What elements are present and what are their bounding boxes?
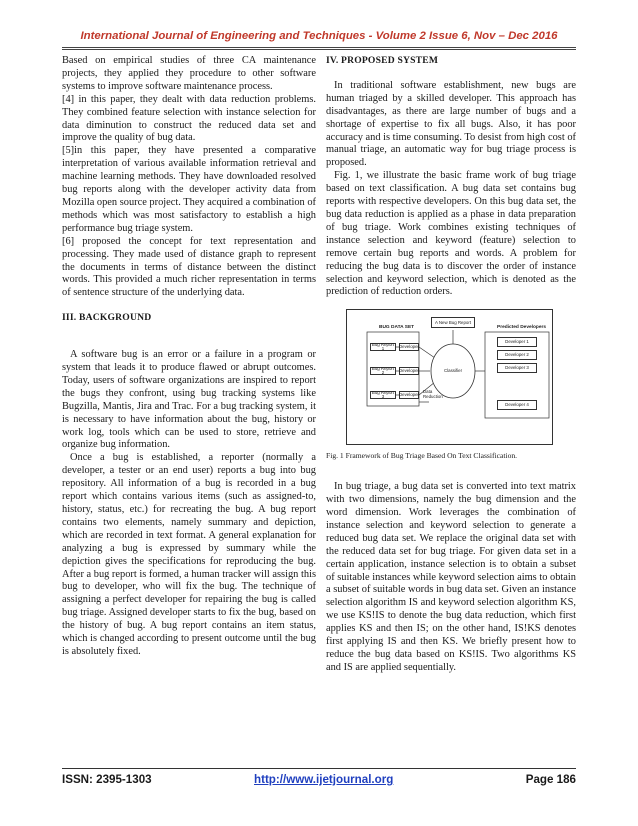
journal-url-link[interactable]: http://www.ijetjournal.org: [254, 773, 394, 786]
figure-caption: Fig. 1 Framework of Bug Triage Based On Text Classification.: [326, 451, 518, 461]
paragraph: [4] in this paper, they dealt with data reduction problems. They combined feature selection with instance selection for data diminution to construct the reduced data set and improve the quality of bug data.: [62, 93, 316, 144]
developer-2-box: Developer 2: [497, 350, 537, 360]
page-number: Page 186: [525, 773, 576, 786]
header-rule-bottom: [62, 49, 576, 50]
classifier-label: Classifier: [444, 368, 463, 374]
developer-3-box: Developer 3: [497, 363, 537, 373]
journal-header: International Journal of Engineering and Techniques - Volume 2 Issue 6, Nov – Dec 2016: [80, 30, 558, 42]
predicted-developers-label: Predicted Developers: [497, 325, 547, 331]
developer-4-box: Developer 4: [497, 400, 537, 410]
paragraph: In traditional software establishment, new bugs are human triaged by a skilled developer. This approach has disadvantages, as there are large number of bugs and a shortage of expertise to fix all bugs. Also, it has poor accuracy and is time consuming. To desist from high cost of manual triage, an automatic way for bug triage process is proposed.: [326, 79, 576, 169]
framework-figure: [346, 309, 553, 445]
footer-issn: ISSN: 2395-1303: [62, 773, 152, 786]
paragraph: [6] proposed the concept for text representation and processing. They made used of distance graph to represent the documents in terms of distance between the distinct words. This provided a much richer representation in terms of sentence structure of the underlying data.: [62, 235, 316, 299]
data-reduction-label-line1: Data: [423, 389, 433, 395]
paragraph: Based on empirical studies of three CA maintenance projects, they applied they procedure to other software systems to improve software maintenance process.: [62, 55, 316, 92]
paragraph: Fig. 1, we illustrate the basic frame work of bug triage based on text classification. A bug data set contains bug reports with respective developers. On this bug data set, the bug data reduction is applied as a phase in data preparation of bug triage. Work combines existing techniques of instance selection and keyword (feature) selection to remove certain bug reports and words. A problem for reducing the bug data is to discover the order of instance selection and keyword selection, which is denoted as the prediction of reduction orders.: [326, 170, 576, 298]
left-column: [62, 55, 316, 659]
developer-1-box: Developer 1: [497, 337, 537, 347]
right-column: [326, 55, 576, 675]
paragraph: A software bug is an error or a failure in a program or system that leads it to produce flawed or abrupt outcomes. Today, users of software organizations are inspired to report the bugs they confront, using bug tracking systems like Bugzilla, Mantis, Jira and Trac. For a bug tracking system, it is necessary to have information about the bug, history or work log, tools which can be used to store, retrieve and organize bug information.: [62, 349, 316, 451]
paragraph: In bug triage, a bug data set is converted into text matrix with two dimensions, namely the bug dimension and the word dimension. Work leverages the combination of instance selection and keyword selection to generate a reduced bug data set. We replace the original data set with the reduced data set for bug triage. For given data set in a certain application, instance selection is to obtain a subset of suitable instances while keyword selection aims to obtain a subset of suitable words in bug data set. Given an instance selection algorithm IS and keyword selection algorithm KS, we use KS!IS to denote the bug data reduction, which first applies KS and then IS; on the other hand, IS!KS denotes first applying IS and then KS. We briefly present how to reduce the bug data based on KS!IS. Two algorithms KS and IS are applied sequentially.: [326, 481, 576, 673]
bug-data-set-label: BUG DATA SET: [379, 325, 415, 331]
bug-report-3-box: Bug Report 3: [371, 389, 395, 400]
section-heading-background: III. BACKGROUND: [62, 312, 152, 324]
new-bug-report-box: A New Bug Report: [431, 317, 475, 328]
bug-report-1-box: Bug Report 1: [371, 341, 395, 352]
bug-report-2-box: Bug Report 2: [371, 365, 395, 376]
data-reduction-label-line2: Reduction: [423, 394, 443, 400]
header-rule-top: [62, 47, 576, 48]
footer-rule: [62, 768, 576, 769]
developer-box: Developer: [399, 343, 419, 351]
section-heading-proposed-system: IV. PROPOSED SYSTEM: [326, 55, 439, 66]
paragraph: [5]in this paper, they have presented a comparative interpretation of various available information retrieval and machine learning methods. They have downloaded resolved bug reports along with the developer activity data from Mozilla open source project. They acquired a combination of methods which was most satisfactory to establish a high performance bug triage system.: [62, 145, 317, 234]
developer-box: Developer: [399, 367, 419, 375]
developer-box: Developer: [399, 391, 419, 399]
paragraph: Once a bug is established, a reporter (normally a developer, a tester or an end user) reports a bug into bug repository. All information of a bug is recorded in a bug report which contains various items (such as assigned-to, history, status, etc.) for recreating the bug. A bug report contains two elements, namely summary and depiction, which are recorded in text format. A general explanation for analyzing a bug is expressed by summary while the depiction gives the specifications for reproducing the bug. After a bug report is formed, a human tracker will assign this bug to developer, who will fix the bug. The technique of assigning a perfect developer for repairing the bug is called bug triage. Assigned developer starts to fix the bug, based on the history of bug. A bug report contains an item status, which is changed according to present outcome until the bug is absolutely fixed.: [62, 452, 316, 657]
